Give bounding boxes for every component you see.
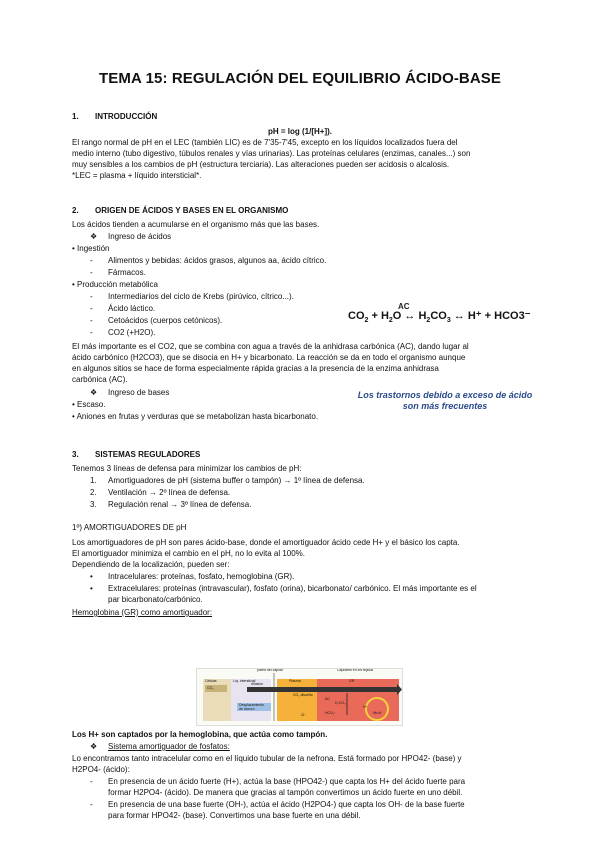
- subsection-heading: 1º) AMORTIGUADORES DE pH: [72, 523, 187, 532]
- item-text: CO2 (+H2O).: [108, 328, 156, 337]
- section-number: 1.: [72, 112, 79, 121]
- paragraph-line: El rango normal de pH en el LEC (también LIC) es de 7'35-7'45, excepto en los líquidos localizados fuera del: [72, 138, 458, 147]
- item-text: Fármacos.: [108, 268, 146, 277]
- bullet-item: • Aniones en frutas y verduras que se metabolizan hasta bicarbonato.: [72, 412, 319, 421]
- eq-part: CO: [430, 310, 447, 322]
- item-text: Intermediarios del ciclo de Krebs (pirúvico, cítrico...).: [108, 292, 294, 301]
- figure-label: GR: [349, 679, 355, 683]
- equation-ac-label: AC: [398, 302, 410, 311]
- figure-label: Plasma: [289, 679, 301, 683]
- numbered-item: [90, 476, 365, 487]
- diamond-bullet-item: [90, 742, 230, 753]
- paragraph-line: carbónica (AC).: [72, 375, 128, 384]
- eq-part: O ↔ H: [392, 310, 427, 322]
- figure-label: Células: [205, 679, 217, 683]
- section-2-heading: [72, 206, 288, 217]
- bullet-item: [90, 584, 477, 595]
- diagram-svg: [197, 669, 402, 725]
- figure-label: AC: [325, 697, 330, 701]
- item-text: Amortiguadores de pH (sistema buffer o tampón) → 1º línea de defensa.: [108, 476, 365, 485]
- eq-sub: 2: [426, 317, 431, 325]
- bullet-text: Ingreso de bases: [108, 388, 170, 397]
- eq-part: CO: [348, 310, 365, 322]
- page-title: TEMA 15: REGULACIÓN DEL EQUILIBRIO ÁCIDO-BASE: [98, 70, 502, 87]
- item-text: En presencia de una base fuerte (OH-), actúa el ácido (H2PO4-) que capta los OH- de la base fuerte: [108, 800, 465, 809]
- bullet-item: • Escaso.: [72, 400, 106, 409]
- paragraph-line: Lo encontramos tanto intracelular como en el líquido tubular de la nefrona. Está formado por HPO42- (base) y: [72, 754, 462, 763]
- diamond-bullet-item: [90, 388, 169, 399]
- highlight-note: [350, 390, 540, 411]
- highlight-line: son más frecuentes: [402, 400, 488, 411]
- paragraph-line: El más importante es el CO2, que se combina con agua a través de la anhidrasa carbónica (AC), dando lugar al: [72, 342, 469, 351]
- figure-label: Capilares en los tejidos: [337, 668, 374, 672]
- dash-marker: -: [90, 777, 93, 786]
- paragraph-line: medio interno (tubo digestivo, túbulos renales y vías urinarias). Las proteínas celulares (enzimas, canales...) son: [72, 149, 471, 158]
- eq-sub: 2: [364, 317, 369, 325]
- figure-label: difusión: [251, 682, 264, 686]
- section-3-heading: [72, 450, 200, 461]
- item-text: En presencia de un ácido fuerte (H+), actúa la base (HPO42-) que capta los H+ del ácido fuerte para: [108, 777, 466, 786]
- bullet-text: Sistema amortiguador de fosfatos:: [108, 742, 230, 751]
- paragraph-line: en algunos sitios se hace de forma especialmente rápida gracias a la presencia de la enzima anhidrasa: [72, 364, 439, 373]
- diamond-bullet-icon: ❖: [90, 232, 98, 241]
- dash-marker: -: [90, 304, 93, 313]
- highlight-line: Los trastornos debido a exceso de ácido: [357, 390, 533, 400]
- item-number: 3.: [90, 500, 97, 509]
- figure-label: H⁺: [363, 705, 368, 709]
- item-text: Extracelulares: proteínas (intravascular), fosfato (orina), bicarbonato/ carbónico. El más importante es el: [108, 584, 477, 593]
- paragraph-line: Los amortiguadores de pH son pares ácido-base, donde el amortiguador ácido cede H+ y el básico los capta.: [72, 538, 460, 547]
- eq-part: + H: [368, 310, 389, 322]
- item-number: 2.: [90, 488, 97, 497]
- dash-item: [90, 292, 294, 303]
- figure-label: CO₂: [207, 686, 214, 690]
- figure-label: Líq. intersticial: [233, 679, 256, 683]
- hemoglobin-heading: Hemoglobina (GR) como amortiguador:: [72, 608, 213, 617]
- section-title: SISTEMAS REGULADORES: [95, 450, 201, 459]
- dash-marker: -: [90, 268, 93, 277]
- figure-label: CO₂ disuelto: [293, 693, 313, 697]
- paragraph-line: ácido carbónico (H2CO3), que se disocia en H+ y bicarbonato. La reacción se da en todo el organismo aunque: [72, 353, 466, 362]
- item-number: 1.: [90, 476, 97, 485]
- paragraph-line: El amortiguador minimiza el cambio en el pH, no lo evita al 100%.: [72, 549, 306, 558]
- item-text-continuation: para formar HPO42- (base). Convertimos una base fuerte en una débil.: [108, 811, 361, 820]
- dash-item: [90, 268, 146, 279]
- dash-item: [90, 800, 465, 811]
- figure-label: Cl⁻: [301, 713, 307, 717]
- numbered-item: [90, 500, 251, 511]
- item-text: Cetoácidos (cuerpos cetónicos).: [108, 316, 223, 325]
- section-number: 3.: [72, 450, 79, 459]
- dash-marker: -: [90, 800, 93, 809]
- bullet-text: Ingreso de ácidos: [108, 232, 172, 241]
- section-title: INTRODUCCIÓN: [95, 112, 158, 121]
- paragraph-line: Dependiendo de la localización, pueden ser:: [72, 560, 230, 569]
- diamond-bullet-icon: ❖: [90, 388, 98, 397]
- carbonic-equation: [348, 311, 531, 327]
- figure-label: pared del capilar: [257, 668, 283, 672]
- dash-marker: -: [90, 316, 93, 325]
- paragraph-line: *LEC = plasma + líquido intersticial*.: [72, 171, 202, 180]
- paragraph-line: H2PO4- (ácido):: [72, 765, 130, 774]
- bullet-item: • Ingestión: [72, 244, 110, 253]
- dash-item: [90, 328, 155, 339]
- diamond-bullet-icon: ❖: [90, 742, 98, 751]
- figure-label: de cloruro: [239, 707, 255, 711]
- dash-marker: -: [90, 328, 93, 337]
- dash-item: [90, 304, 155, 315]
- section-number: 2.: [72, 206, 79, 215]
- figure-label: H₂CO₃: [335, 701, 346, 705]
- dash-marker: -: [90, 256, 93, 265]
- figure-label: Hb-H: [373, 711, 382, 715]
- paragraph-line: Los H+ son captados por la hemoglobina, que actúa como tampón.: [72, 730, 328, 739]
- bullet-dot: •: [90, 572, 93, 581]
- item-text-continuation: formar H2PO4- (ácido). De manera que gracias al tampón convertimos un ácido fuerte en uno débil.: [108, 788, 463, 797]
- hemoglobin-buffer-diagram: [196, 668, 403, 726]
- dash-item: [90, 256, 326, 267]
- item-text: Intracelulares: proteínas, fosfato, hemoglobina (GR).: [108, 572, 295, 581]
- eq-part: ↔ H⁺ + HCO3⁻: [450, 310, 531, 322]
- section-1-heading: [72, 112, 157, 123]
- item-text-continuation: par bicarbonato/carbónico.: [108, 595, 203, 604]
- eq-sub: 2: [388, 317, 393, 325]
- paragraph-line: muy sensibles a los cambios de pH (estructura terciaria). Las alteraciones pueden ser acidosis o alcalosis.: [72, 160, 450, 169]
- figure-label: Desplazamiento: [239, 703, 265, 707]
- item-text: Alimentos y bebidas: ácidos grasos, algunos aa, ácido cítrico.: [108, 256, 327, 265]
- dash-item: [90, 777, 465, 788]
- dash-item: [90, 316, 222, 327]
- bullet-item: [90, 572, 294, 583]
- paragraph-line: Tenemos 3 líneas de defensa para minimizar los cambios de pH:: [72, 464, 302, 473]
- section-title: ORIGEN DE ÁCIDOS Y BASES EN EL ORGANISMO: [95, 206, 289, 215]
- item-text: Ácido láctico.: [108, 304, 156, 313]
- dash-marker: -: [90, 292, 93, 301]
- ph-formula: pH = log (1/[H+]).: [268, 127, 332, 136]
- bullet-item: • Producción metabólica: [72, 280, 158, 289]
- paragraph-line: Los ácidos tienden a acumularse en el organismo más que las bases.: [72, 220, 320, 229]
- item-text: Ventilación → 2º línea de defensa.: [108, 488, 231, 497]
- numbered-item: [90, 488, 230, 499]
- eq-sub: 3: [446, 317, 451, 325]
- item-text: Regulación renal → 3º línea de defensa.: [108, 500, 252, 509]
- diamond-bullet-item: [90, 232, 171, 243]
- bullet-dot: •: [90, 584, 93, 593]
- figure-label: HCO₃⁻: [325, 711, 337, 715]
